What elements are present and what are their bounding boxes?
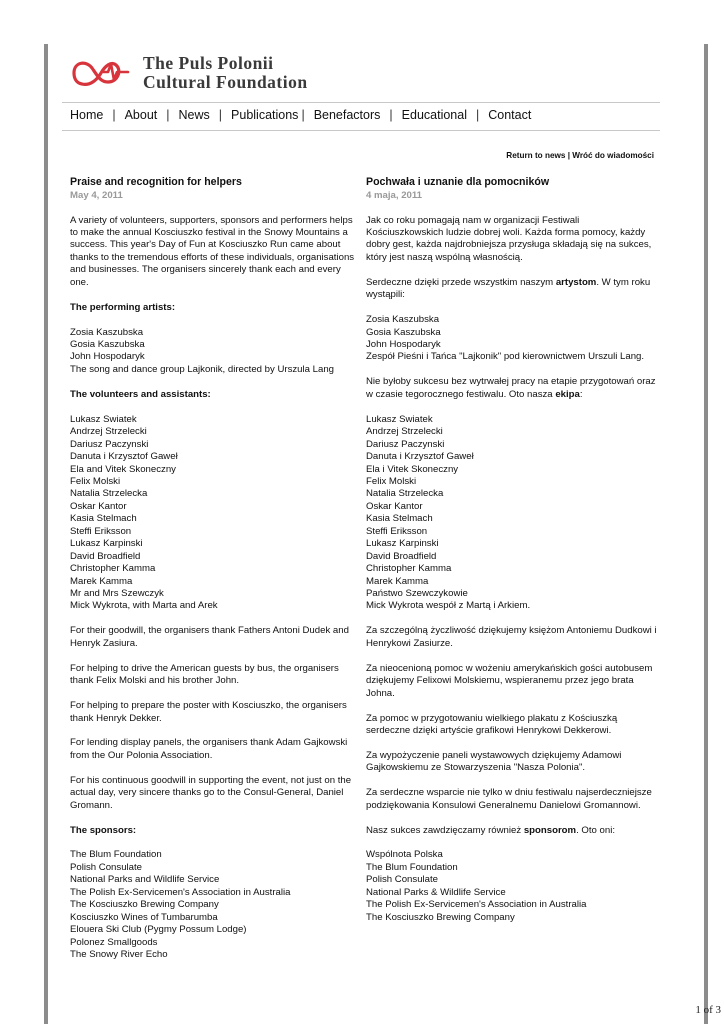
list-item: Zosia Kaszubska [366,314,440,326]
list-item: Polonez Smallgoods [70,936,158,948]
list-item: The Blum Foundation [366,861,458,873]
list-item: Zosia Kaszubska [70,326,144,338]
list-item: Państwo Szewczykowie [366,588,468,600]
polish-sponsors-list [366,849,658,924]
polish-sponsors-bold: sponsorom [523,824,577,836]
list-item: The Kosciuszko Brewing Company [70,899,219,911]
thanks-paragraph: Za serdeczne wsparcie nie tylko w dniu festiwalu najserdeczniejsze podziękowania Konsulowi Generalnemu Danielowi Gromannowi. [366,787,652,811]
nav-top-divider [62,102,660,103]
list-item: Ela and Vitek Skoneczny [70,463,176,475]
list-item: The song and dance group Lajkonik, directed by Urszula Lang [70,363,334,375]
nav-about[interactable]: About [124,108,158,122]
list-item: John Hospodaryk [70,351,145,363]
thanks-paragraph: For helping to drive the American guests by bus, the organisers thank Felix Molski and his brother John. [70,662,339,687]
list-item: Christopher Kamma [70,563,156,575]
list-item: Mick Wykrota, with Marta and Arek [70,600,218,612]
list-item: Dariusz Paczynski [366,438,445,450]
list-item: Christopher Kamma [366,563,452,575]
list-item: Felix Molski [366,475,417,487]
list-item: Polish Consulate [366,874,438,886]
thanks-paragraph: Za szczególną życzliwość dziękujemy księżom Antoniemu Dudkowi i Henrykowi Zasiurze. [366,625,657,649]
polish-artists-paragraph [366,277,658,302]
polish-artists-pre: Serdeczne dzięki przede wszystkim naszym [366,276,556,288]
list-item: David Broadfield [366,550,437,562]
list-item: Steffi Eriksson [70,525,132,537]
english-title: Praise and recognition for helpers [70,176,242,188]
polish-performers-list [366,314,658,364]
page-number: 1 of 3 [695,1004,721,1016]
list-item: Wspólnota Polska [366,849,443,861]
list-item: Oskar Kantor [70,500,127,512]
thanks-paragraph: Za wypożyczenie paneli wystawowych dziękujemy Adamowi Gajkowskiemu ze Stowarzyszenia "Nasza Polonia". [366,749,622,774]
list-item: Gosia Kaszubska [366,326,441,338]
polish-team-post: : [579,388,583,400]
foundation-name [143,54,308,92]
polish-title: Pochwała i uznanie dla pomocników [366,176,550,188]
return-to-news-link[interactable]: Return to news | Wróć do wiadomości [506,151,654,160]
english-date: May 4, 2011 [70,190,123,201]
english-performers-list [70,327,362,377]
list-item: Lukasz Swiatek [70,413,137,425]
english-article [70,176,362,974]
list-item: Natalia Strzelecka [366,488,444,500]
nav-benefactors[interactable]: Benefactors [313,108,381,122]
list-item: Oskar Kantor [366,500,423,512]
list-item: Ela i Vitek Skoneczny [366,463,459,475]
polish-team-paragraph [366,376,658,401]
polish-sponsors-post: . Oto oni: [576,824,616,836]
list-item: Lukasz Karpinski [366,538,439,550]
brand-line-1: The Puls Polonii [143,53,274,73]
nav-publications[interactable]: Publications [231,108,299,122]
list-item: Polish Consulate [70,861,142,873]
left-page-rail [44,44,48,1024]
nav-educational[interactable]: Educational [401,108,467,122]
list-item: Andrzej Strzelecki [70,426,147,438]
list-item: Mr and Mrs Szewczyk [70,588,164,600]
english-volunteers-list [70,414,362,613]
list-item: Danuta i Krzysztof Gaweł [366,451,474,463]
list-item: Kosciuszko Wines of Tumbarumba [70,911,218,923]
nav-contact[interactable]: Contact [488,108,532,122]
english-volunteers-heading: The volunteers and assistants: [70,388,211,400]
list-item: Mick Wykrota wespół z Martą i Arkiem. [366,600,531,612]
polish-artists-post: . W tym roku wystąpili: [366,276,651,301]
list-item: Steffi Eriksson [366,525,428,537]
nav-home[interactable]: Home [70,108,104,122]
list-item: David Broadfield [70,550,141,562]
list-item: Danuta i Krzysztof Gaweł [70,451,178,463]
list-item: The Polish Ex-Servicemen's Association in Australia [366,899,587,911]
thanks-paragraph: For their goodwill, the organisers thank Fathers Antoni Dudek and Henryk Zasiura. [70,625,349,649]
polish-team-pre: Nie byłoby sukcesu bez wytrwałej pracy na etapie przygotowań oraz w czasie tegorocznego festiwalu. Oto nasza [366,376,656,400]
list-item: Marek Kamma [366,575,429,587]
list-item: Marek Kamma [70,575,133,587]
polish-intro: Jak co roku pomagają nam w organizacji Festiwali Kościuszkowskich ludzie dobrej woli. Każda forma pomocy, każdy dobry gest, każda najdrobniejsza przysługa składają się na sukces, który jest naszą wspólną własnością. [366,214,652,263]
polish-team-bold: ekipa [555,388,580,400]
list-item: Dariusz Paczynski [70,438,149,450]
list-item: Kasia Stelmach [70,513,137,525]
list-item: The Polish Ex-Servicemen's Association in Australia [70,886,291,898]
polish-sponsors-paragraph [366,825,658,837]
polish-article [366,176,658,937]
list-item: National Parks and Wildlife Service [70,874,220,886]
list-item: Zespół Pieśni i Tańca "Lajkonik" pod kierownictwem Urszuli Lang. [366,351,645,363]
polish-sponsors-pre: Nasz sukces zawdzięczamy również [366,824,524,836]
list-item: The Kosciuszko Brewing Company [366,911,515,923]
thanks-paragraph: For helping to prepare the poster with Kosciuszko, the organisers thank Henryk Dekker. [70,700,347,724]
english-sponsors-heading: The sponsors: [70,824,137,836]
list-item: Natalia Strzelecka [70,488,148,500]
thanks-paragraph: For lending display panels, the organisers thank Adam Gajkowski from the Our Polonia Association. [70,737,348,761]
list-item: The Snowy River Echo [70,949,168,961]
list-item: John Hospodaryk [366,339,441,350]
polish-artists-bold: artystom [555,276,597,288]
polish-date: 4 maja, 2011 [366,190,423,201]
list-item: The Blum Foundation [70,849,162,861]
polish-thanks [366,625,658,812]
list-item: Andrzej Strzelecki [366,426,443,438]
main-nav: Home | About | News | Publications | Benefactors | Educational | Contact [70,108,532,122]
thanks-paragraph: Za pomoc w przygotowaniu wielkiego plakatu z Kościuszką serdeczne dzięki artyście grafikowi Henrykowi Dekkerowi. [366,712,618,736]
brand-line-2: Cultural Foundation [143,72,308,92]
polish-volunteers-list [366,414,658,613]
english-sponsors-list [70,849,362,961]
list-item: Felix Molski [70,475,121,487]
list-item: National Parks & Wildlife Service [366,886,506,898]
site-header [70,52,670,96]
list-item: Elouera Ski Club (Pygmy Possum Lodge) [70,924,247,936]
english-intro: A variety of volunteers, supporters, sponsors and performers helps to make the annual Kosciuszko festival in the Snowy Mountains a success. This year's Day of Fun at Kosciuszko Run came about thanks to the tremendous efforts of these individuals, organisations and businesses. The organisers sincerely thank each and every one. [70,214,355,288]
nav-bottom-divider [62,130,660,131]
thanks-paragraph: For his continuous goodwill in supporting the event, not just on the actual day, very sincere thanks go to the Consul-General, Daniel Gromann. [70,774,352,811]
english-performers-heading: The performing artists: [70,301,176,313]
thanks-paragraph: Za nieocenioną pomoc w wożeniu amerykańskich gości autobusem dziękujemy Felixowi Molskiemu, wspieranemu przez jego brata Johna. [366,662,653,699]
puls-polonii-logo-icon[interactable] [70,56,132,90]
list-item: Lukasz Karpinski [70,538,143,550]
list-item: Lukasz Swiatek [366,413,433,425]
list-item: Kasia Stelmach [366,513,433,525]
list-item: Gosia Kaszubska [70,339,145,350]
nav-news[interactable]: News [178,108,210,122]
english-thanks [70,625,362,812]
right-page-rail [704,44,708,1024]
